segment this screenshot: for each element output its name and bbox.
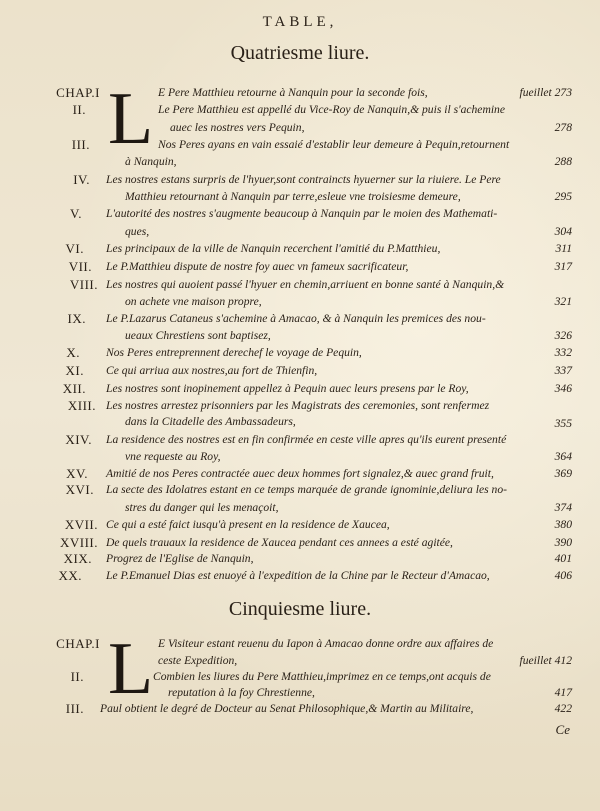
chapter-number: CHAP.I xyxy=(56,85,100,100)
chapter-title-cont: dans la Citadelle des Ambassadeurs, xyxy=(125,415,296,428)
book-title: Cinquiesme liure. xyxy=(228,598,372,620)
chapter-title: Paul obtient le degré de Docteur au Senat Philosophique,& Martin au Militaire, xyxy=(100,702,474,715)
chapter-title: Les nostres sont inopinement appellez à Pequin auec leurs presens par le Roy, xyxy=(106,382,469,395)
page-number: 374 xyxy=(554,501,572,514)
drop-cap: L xyxy=(108,78,154,160)
chapter-title-cont: on achete vne maison propre, xyxy=(125,295,262,308)
chapter-title: Les nostres arrestez prisonniers par les Magistrats des ceremonies, sont renfermez xyxy=(106,399,490,412)
chapter-number: XVIII. xyxy=(59,535,98,550)
chapter-title-cont: à Nanquin, xyxy=(125,155,177,168)
chapter-title-cont: reputation à la foy Chrestienne, xyxy=(168,686,315,699)
page-number: 326 xyxy=(554,329,572,342)
chapter-title: Les nostres qui auoient passé l'hyuer en chemin,arriuent en bonne santé à Nanquin,& xyxy=(106,278,505,291)
chapter-number: VIII. xyxy=(69,277,98,292)
chapter-title: Le P.Emanuel Dias est enuoyé à l'expedition de la Chine par le Recteur d'Amacao, xyxy=(106,569,490,582)
page-number: 380 xyxy=(554,518,572,531)
chapter-title: Ce qui a esté faict iusqu'à present en la residence de Xaucea, xyxy=(106,518,390,531)
chapter-number: II. xyxy=(72,102,86,117)
chapter-title: L'autorité des nostres s'augmente beaucoup à Nanquin par le moien des Mathemati- xyxy=(106,207,498,220)
chapter-number: XIV. xyxy=(65,432,92,447)
chapter-number: III. xyxy=(71,137,90,152)
chapter-title: E Visiteur estant reuenu du Iapon à Amacao donne ordre aux affaires de xyxy=(158,637,494,650)
chapter-title: Le P.Lazarus Cataneus s'achemine à Amacao, & à Nanquin les premices des nou- xyxy=(106,312,486,325)
book-title: Quatriesme liure. xyxy=(230,42,370,64)
chapter-title: Le Pere Matthieu est appellé du Vice-Roy de Nanquin,& puis il s'achemine xyxy=(158,103,505,116)
chapter-title: Ce qui arriua aux nostres,au fort de Thienfin, xyxy=(106,364,318,377)
chapter-title: La secte des Idolatres estant en ce temps marquée de grande ignominie,deliura les no- xyxy=(106,483,507,496)
page-number: 390 xyxy=(554,536,572,549)
chapter-title: Nos Peres entreprennent derechef le voyage de Pequin, xyxy=(106,346,362,359)
page-number: 304 xyxy=(554,225,572,238)
running-head: TABLE, xyxy=(262,14,338,30)
page-number: 278 xyxy=(554,121,572,134)
chapter-number: XII. xyxy=(62,381,86,396)
chapter-number: XIII. xyxy=(67,398,96,413)
page-number: 406 xyxy=(554,569,572,582)
chapter-title: Nos Peres ayans en vain essaié d'establir leur demeure à Pequin,retournent xyxy=(158,138,510,151)
chapter-title: Les nostres estans surpris de l'hyuer,sont contraincts hyuerner sur la riuiere. Le Pere xyxy=(106,173,501,186)
page-number: 346 xyxy=(554,382,572,395)
chapter-number: XX. xyxy=(58,568,82,583)
page-number: fueillet 273 xyxy=(519,86,572,99)
chapter-number: CHAP.I xyxy=(56,636,100,651)
drop-cap: L xyxy=(108,628,154,710)
chapter-title-cont: ceste Expedition, xyxy=(158,654,238,667)
chapter-number: XV. xyxy=(66,466,88,481)
page-number: 317 xyxy=(554,260,572,273)
chapter-number: IX. xyxy=(67,311,86,326)
page-number: 321 xyxy=(554,295,572,308)
chapter-number: V. xyxy=(70,206,82,221)
chapter-title: Progrez de l'Eglise de Nanquin, xyxy=(106,552,254,565)
chapter-number: XVI. xyxy=(65,482,94,497)
chapter-title: Combien les liures du Pere Matthieu,imprimez en ce temps,ont acquis de xyxy=(153,670,491,683)
catchword: Ce xyxy=(555,722,570,737)
chapter-title-cont: stres du danger qui les menaçoit, xyxy=(125,501,279,514)
chapter-title-cont: Matthieu retournant à Nanquin par terre,esleue vne troisiesme demeure, xyxy=(125,190,461,203)
page-number: 401 xyxy=(554,552,572,565)
chapter-title: Le P.Matthieu dispute de nostre foy auec vn fameux sacrificateur, xyxy=(106,260,409,273)
chapter-number: VI. xyxy=(65,241,84,256)
page-number: 295 xyxy=(554,190,572,203)
chapter-number: XIX. xyxy=(63,551,92,566)
chapter-title: De quels trauaux la residence de Xaucea pendant ces annees a esté agitée, xyxy=(106,536,453,549)
chapter-number: III. xyxy=(65,701,84,716)
page-number: 332 xyxy=(554,346,572,359)
chapter-title-cont: vne requeste au Roy, xyxy=(125,450,221,463)
page-number: 364 xyxy=(554,450,572,463)
page-number: 369 xyxy=(554,467,572,480)
chapter-title: La residence des nostres est en fin confirmée en ceste ville apres qu'ils eurent presenté xyxy=(106,433,507,446)
chapter-number: XVII. xyxy=(64,517,98,532)
page-number: fueillet 412 xyxy=(519,654,572,667)
chapter-number: XI. xyxy=(65,363,84,378)
page-number: 288 xyxy=(554,155,572,168)
page-number: 337 xyxy=(554,364,572,377)
page-number: 422 xyxy=(554,702,572,715)
chapter-title-cont: ques, xyxy=(125,225,150,238)
chapter-title: E Pere Matthieu retourne à Nanquin pour la seconde fois, xyxy=(158,86,428,99)
page-number: 311 xyxy=(555,242,572,255)
chapter-title: Les principaux de la ville de Nanquin recerchent l'amitié du P.Matthieu, xyxy=(106,242,441,255)
chapter-title: Amitié de nos Peres contractée auec deux hommes fort signalez,& auec grand fruit, xyxy=(106,467,494,480)
chapter-title-cont: auec les nostres vers Pequin, xyxy=(170,121,305,134)
chapter-number: X. xyxy=(66,345,80,360)
chapter-number: VII. xyxy=(68,259,92,274)
chapter-title-cont: ueaux Chrestiens sont baptisez, xyxy=(125,329,271,342)
page-number: 355 xyxy=(554,417,572,430)
page-number: 417 xyxy=(554,686,572,699)
chapter-number: II. xyxy=(70,669,84,684)
chapter-number: IV. xyxy=(73,172,90,187)
